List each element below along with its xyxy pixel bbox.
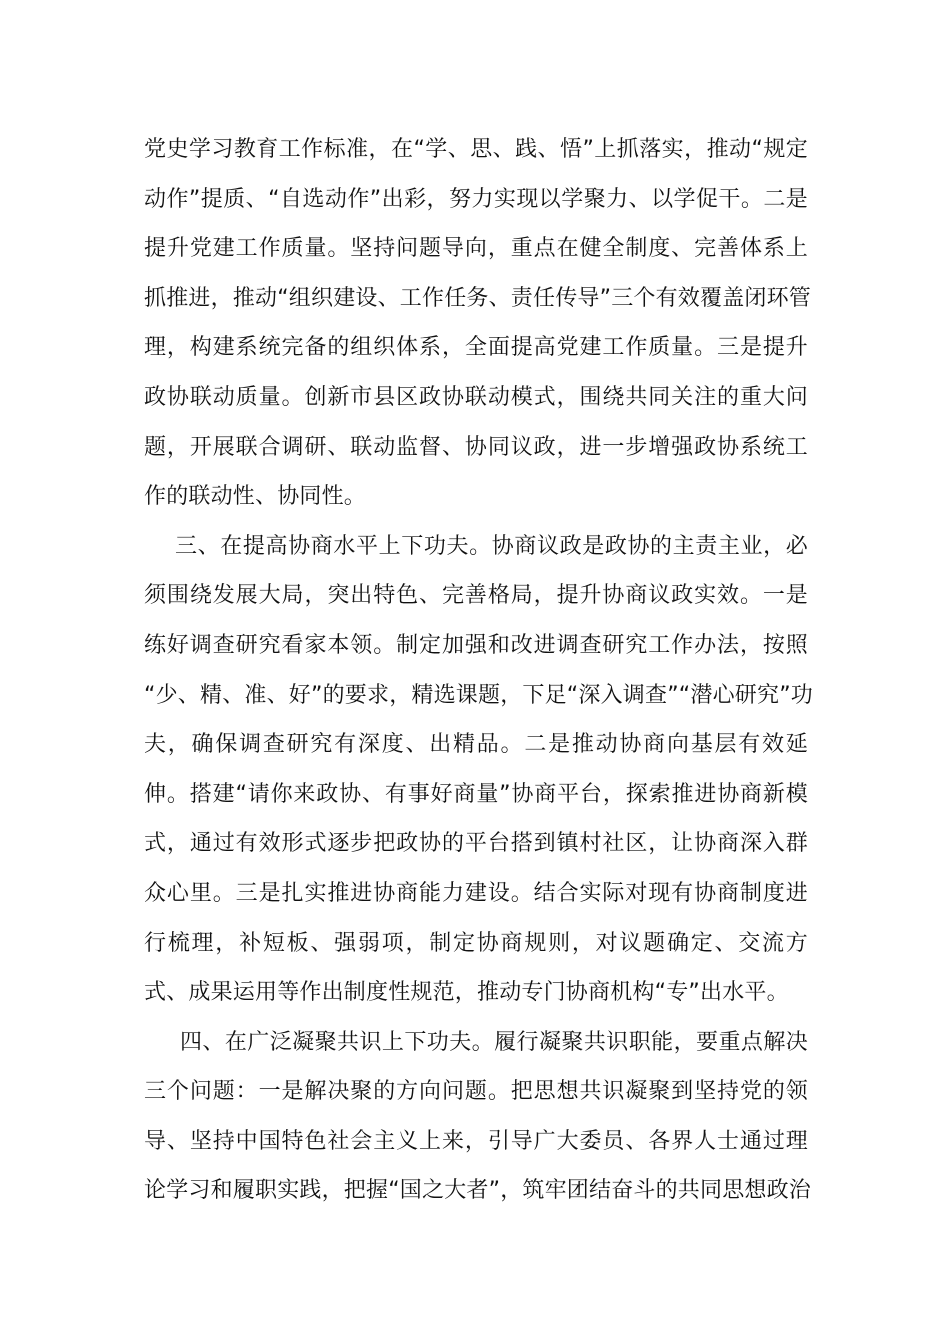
- text-line: 理，构建系统完备的组织体系，全面提高党建工作质量。三是提升: [144, 335, 808, 361]
- text-line: 论学习和履职实践，把握“国之大者”，筑牢团结奋斗的共同思想政治: [144, 1178, 811, 1204]
- text-line: 导、坚持中国特色社会主义上来，引导广大委员、各界人士通过理: [144, 1128, 808, 1154]
- text-line: 伸。搭建“请你来政协、有事好商量”协商平台，探索推进协商新模: [144, 781, 808, 807]
- text-line: 三个问题：一是解决聚的方向问题。把思想共识凝聚到坚持党的领: [144, 1079, 808, 1105]
- text-line: “少、精、准、好”的要求，精选课题，下足“深入调查”“潜心研究”功: [144, 682, 813, 708]
- text-line: 政协联动质量。创新市县区政协联动模式，围绕共同关注的重大问: [144, 384, 808, 410]
- section-heading-line: 四、在广泛凝聚共识上下功夫。履行凝聚共识职能，要重点解决: [180, 1029, 808, 1055]
- text-line: 提升党建工作质量。坚持问题导向，重点在健全制度、完善体系上: [144, 236, 808, 262]
- text-line: 练好调查研究看家本领。制定加强和改进调查研究工作办法，按照: [144, 632, 808, 658]
- section-heading-line: 三、在提高协商水平上下功夫。协商议政是政协的主责主业，必: [175, 533, 808, 559]
- text-line: 党史学习教育工作标准，在“学、思、践、悟”上抓落实，推动“规定: [144, 137, 808, 162]
- text-line: 式、成果运用等作出制度性规范，推动专门协商机构“专”出水平。: [144, 980, 789, 1006]
- text-line: 式，通过有效形式逐步把政协的平台搭到镇村社区，让协商深入群: [144, 831, 808, 857]
- document-body: [144, 125, 813, 1216]
- text-line: 抓推进，推动“组织建设、工作任务、责任传导”三个有效覆盖闭环管: [144, 285, 811, 311]
- text-line: 作的联动性、协同性。: [144, 484, 367, 510]
- text-line: 题，开展联合调研、联动监督、协同议政，进一步增强政协系统工: [144, 434, 808, 460]
- text-line: 动作”提质、“自选动作”出彩，努力实现以学聚力、以学促干。二是: [144, 186, 808, 212]
- text-line: 夫，确保调查研究有深度、出精品。二是推动协商向基层有效延: [144, 732, 808, 758]
- text-line: 行梳理，补短板、强弱项，制定协商规则，对议题确定、交流方: [144, 930, 808, 956]
- text-line: 须围绕发展大局，突出特色、完善格局，提升协商议政实效。一是: [144, 583, 808, 609]
- text-line: 众心里。三是扎实推进协商能力建设。结合实际对现有协商制度进: [144, 880, 808, 906]
